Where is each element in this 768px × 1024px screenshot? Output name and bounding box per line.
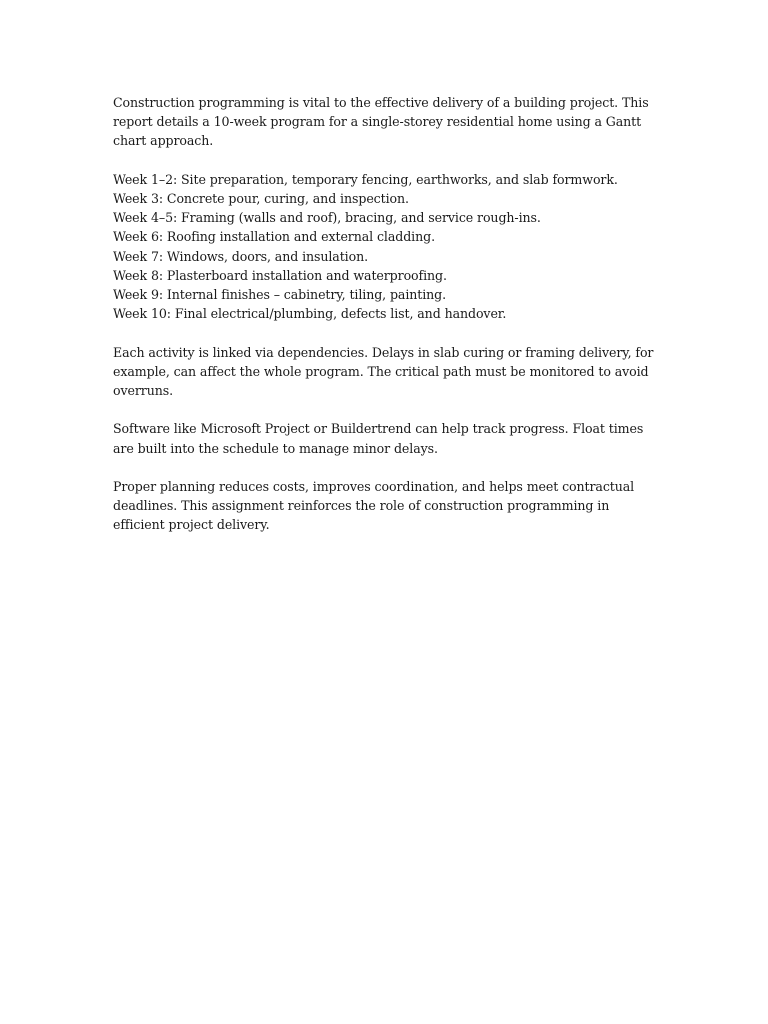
dependencies-paragraph: Each activity is linked via dependencies. Delays in slab curing or framing delivery, for example, can affect the whole program. The critical path must be monitored to avoid overruns. [113,344,654,399]
software-paragraph: Software like Microsoft Project or Buildertrend can help track progress. Float times are built into the schedule to manage minor delays. [113,421,644,456]
conclusion-paragraph: Proper planning reduces costs, improves coordination, and helps meet contractual deadlines. This assignment reinforces the role of construction programming in efficient project delivery. [113,479,635,533]
week-item-8: Week 8: Plasterboard installation and waterproofing. [113,267,447,283]
intro-paragraph: Construction programming is vital to the effective delivery of a building project. This report details a 10-week program for a single-storey residential home using a Gantt chart approach. [113,95,649,149]
week-item-1-2: Week 1–2: Site preparation, temporary fencing, earthworks, and slab formwork. [113,171,618,187]
week-schedule-list [113,170,661,324]
week-item-9: Week 9: Internal finishes – cabinetry, tiling, painting. [113,287,447,303]
week-item-4-5: Week 4–5: Framing (walls and roof), bracing, and service rough-ins. [113,210,541,226]
week-item-10: Week 10: Final electrical/plumbing, defects list, and handover. [113,306,507,322]
week-item-7: Week 7: Windows, doors, and insulation. [113,248,369,264]
week-item-3: Week 3: Concrete pour, curing, and inspection. [113,191,409,206]
week-item-6: Week 6: Roofing installation and external cladding. [113,229,435,245]
document-body [113,93,661,554]
